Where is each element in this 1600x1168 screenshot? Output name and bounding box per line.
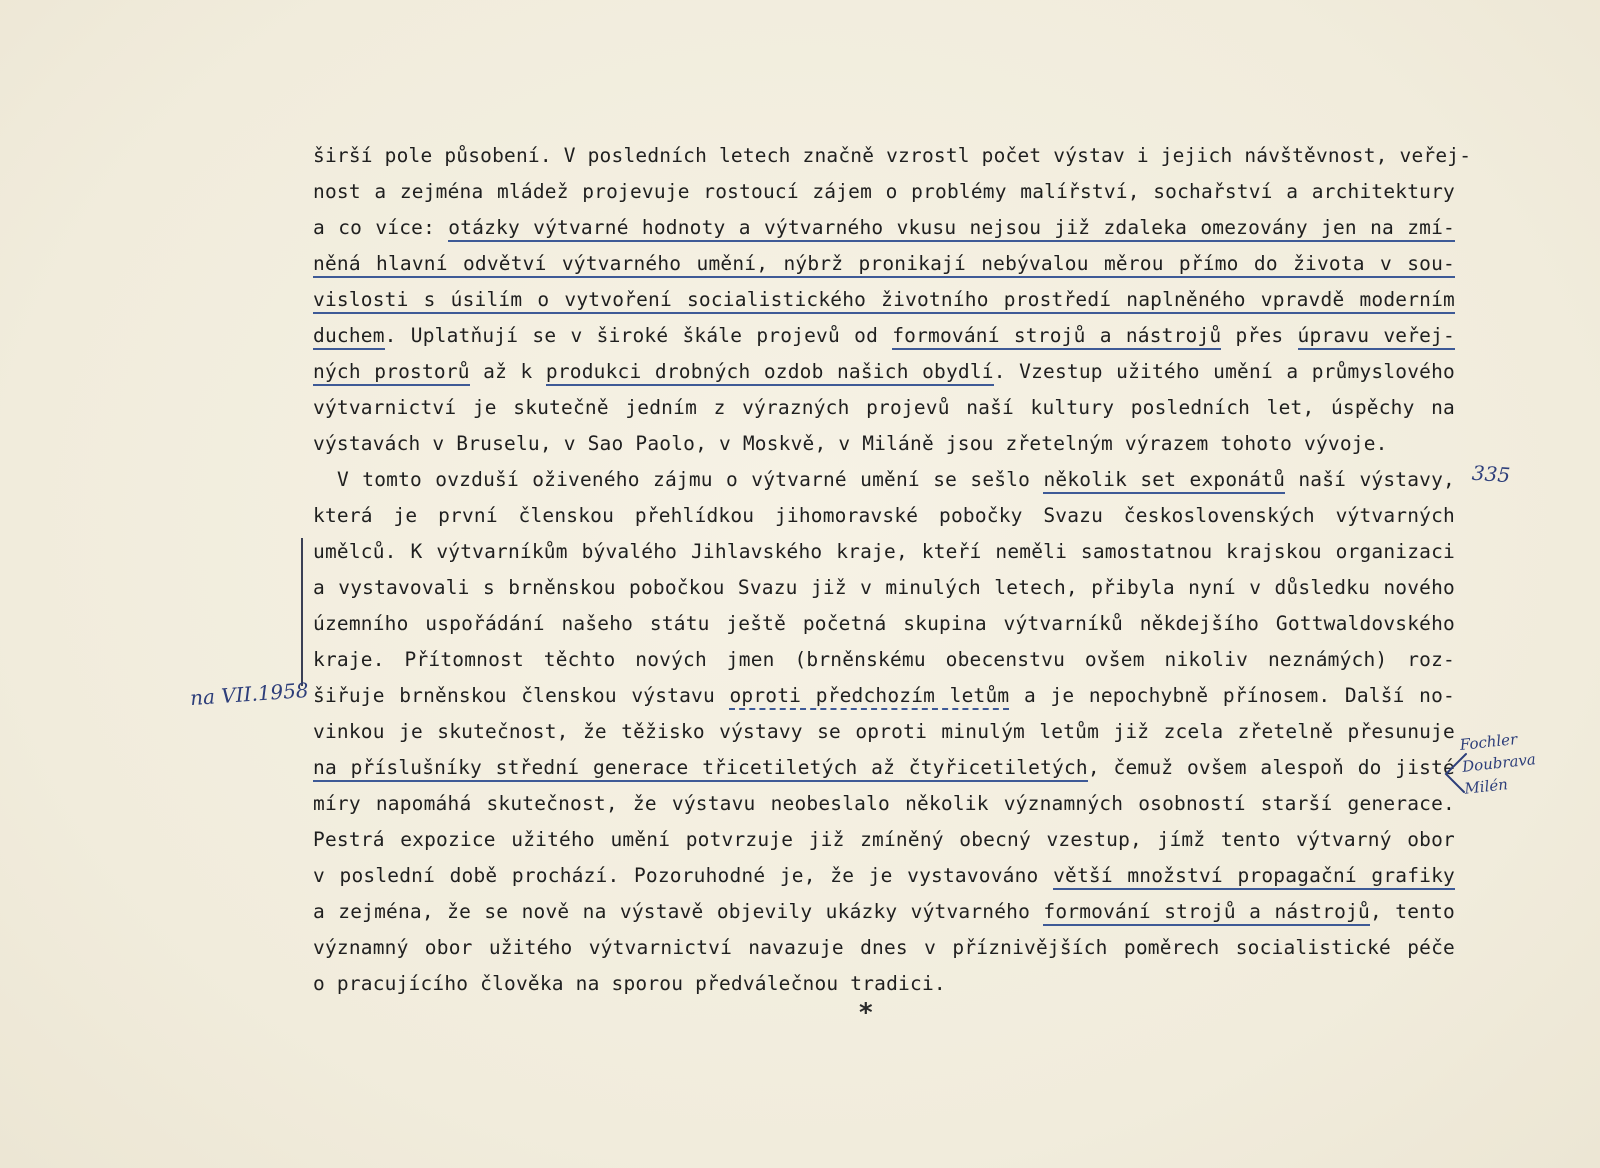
handwritten-arrow-icon <box>1442 752 1468 796</box>
underlined-segment: na příslušníky střední generace třicetiletých až čtyřicetiletých <box>313 756 1088 782</box>
text-segment: a zejména, že se nově na výstavě objevily ukázky výtvarného <box>313 900 1044 923</box>
text-segment: míry napomáhá skutečnost, že výstavu neobeslalo několik významných osobností starší generace. <box>313 792 1455 815</box>
margin-vertical-mark <box>301 538 303 686</box>
underlined-segment: něná hlavní odvětví výtvarného umění, nýbrž pronikají nebývalou měrou přímo do života v sou- <box>313 252 1455 278</box>
text-segment: o pracujícího člověka na sporou předválečnou tradici. <box>313 972 946 995</box>
text-segment: , tento <box>1370 900 1455 923</box>
text-segment: kraje. Přítomnost těchto nových jmen (brněnskému obecenstvu ovšem nikoliv neznámých) roz- <box>313 648 1455 671</box>
text-segment: naší výstavy, <box>1285 468 1455 491</box>
text-line <box>313 822 1455 858</box>
underlined-segment: vislosti s úsilím o vytvoření socialistického životního prostředí naplněného vpravdě moderním <box>313 288 1455 314</box>
text-line <box>313 930 1455 966</box>
underlined-segment: duchem <box>313 324 385 350</box>
underlined-segment: několik set exponátů <box>1043 468 1285 494</box>
text-line <box>313 498 1455 534</box>
text-line <box>313 174 1455 210</box>
text-line <box>313 462 1455 498</box>
text-line <box>313 534 1455 570</box>
text-segment: , čemuž ovšem alespoň do jisté <box>1087 756 1455 779</box>
text-segment: výstavách v Bruselu, v Sao Paolo, v Moskvě, v Miláně jsou zřetelným výrazem tohoto vývoje. <box>313 432 1388 455</box>
text-segment: širší pole působení. V posledních letech značně vzrostl počet výstav i jejich návštěvnost, veřej- <box>313 144 1472 167</box>
text-line <box>313 138 1472 174</box>
text-line <box>313 858 1455 894</box>
underlined-segment: formování strojů a nástrojů <box>892 324 1221 350</box>
text-line <box>313 642 1455 678</box>
text-segment: až k <box>469 360 546 383</box>
text-segment: a vystavovali s brněnskou pobočkou Svazu již v minulých letech, přibyla nyní v důsledku nového <box>313 576 1455 599</box>
text-line <box>313 678 1455 714</box>
text-segment: . Vzestup užitého umění a průmyslového <box>993 360 1455 383</box>
text-line <box>313 966 1455 1002</box>
text-line <box>313 390 1455 426</box>
text-segment: Pestrá expozice užitého umění potvrzuje již zmíněný obecný vzestup, jímž tento výtvarný obor <box>313 828 1455 851</box>
underlined-segment: produkci drobných ozdob našich obydlí <box>546 360 994 386</box>
text-line <box>313 282 1455 318</box>
text-segment: a co více: <box>313 216 449 239</box>
handwritten-date-note: na VII.1958 <box>189 677 310 711</box>
text-segment: přes <box>1221 324 1298 347</box>
text-segment: . Uplatňují se v široké škále projevů od <box>384 324 893 347</box>
handwritten-name: Doubrava <box>1461 750 1537 776</box>
text-line <box>313 246 1455 282</box>
text-line <box>313 606 1455 642</box>
text-line <box>313 210 1455 246</box>
underlined-segment: oproti předchozím letům <box>729 684 1009 710</box>
handwritten-number-note: 335 <box>1471 460 1511 488</box>
handwritten-name: Fochler <box>1458 730 1519 754</box>
text-segment: územního uspořádání našeho státu ještě početná skupina výtvarníků někdejšího Gottwaldovského <box>313 612 1455 635</box>
text-segment: nost a zejména mládež projevuje rostoucí zájem o problémy malířství, sochařství a architektury <box>313 180 1455 203</box>
underlined-segment: otázky výtvarné hodnoty a výtvarného vkusu nejsou již zdaleka omezovány jen na zmí- <box>448 216 1455 242</box>
text-segment: umělců. K výtvarníkům bývalého Jihlavského kraje, kteří neměli samostatnou krajskou organizaci <box>313 540 1455 563</box>
text-line <box>313 570 1455 606</box>
text-line <box>313 786 1455 822</box>
text-line <box>313 750 1455 786</box>
text-segment: v poslední době prochází. Pozoruhodné je, že je vystavováno <box>313 864 1054 887</box>
handwritten-name: Milén <box>1463 775 1509 798</box>
underlined-segment: ných prostorů <box>313 360 470 386</box>
typed-text-block <box>313 138 1472 1002</box>
text-line <box>313 714 1455 750</box>
text-line <box>313 894 1455 930</box>
handwritten-names-note <box>1459 726 1539 799</box>
text-line <box>313 318 1455 354</box>
text-line <box>313 426 1455 462</box>
text-segment: výtvarnictví je skutečně jedním z výrazných projevů naší kultury posledních let, úspěchy na <box>313 396 1455 419</box>
text-segment: vinkou je skutečnost, že těžisko výstavy se oproti minulým letům již zcela zřetelně přesunuje <box>313 720 1455 743</box>
text-segment: která je první členskou přehlídkou jihomoravské pobočky Svazu československých výtvarných <box>313 504 1455 527</box>
section-separator: * <box>858 998 874 1028</box>
underlined-segment: úpravu veřej- <box>1298 324 1455 350</box>
text-segment: šiřuje brněnskou členskou výstavu <box>313 684 730 707</box>
text-segment: významný obor užitého výtvarnictví navazuje dnes v příznivějších poměrech socialistické péče <box>313 936 1455 959</box>
text-line <box>313 354 1455 390</box>
underlined-segment: formování strojů a nástrojů <box>1043 900 1370 926</box>
text-segment: a je nepochybně přínosem. Další no- <box>1009 684 1455 707</box>
underlined-segment: větší množství propagační grafiky <box>1053 864 1455 890</box>
text-segment: V tomto ovzduší oživeného zájmu o výtvarné umění se sešlo <box>337 468 1044 491</box>
